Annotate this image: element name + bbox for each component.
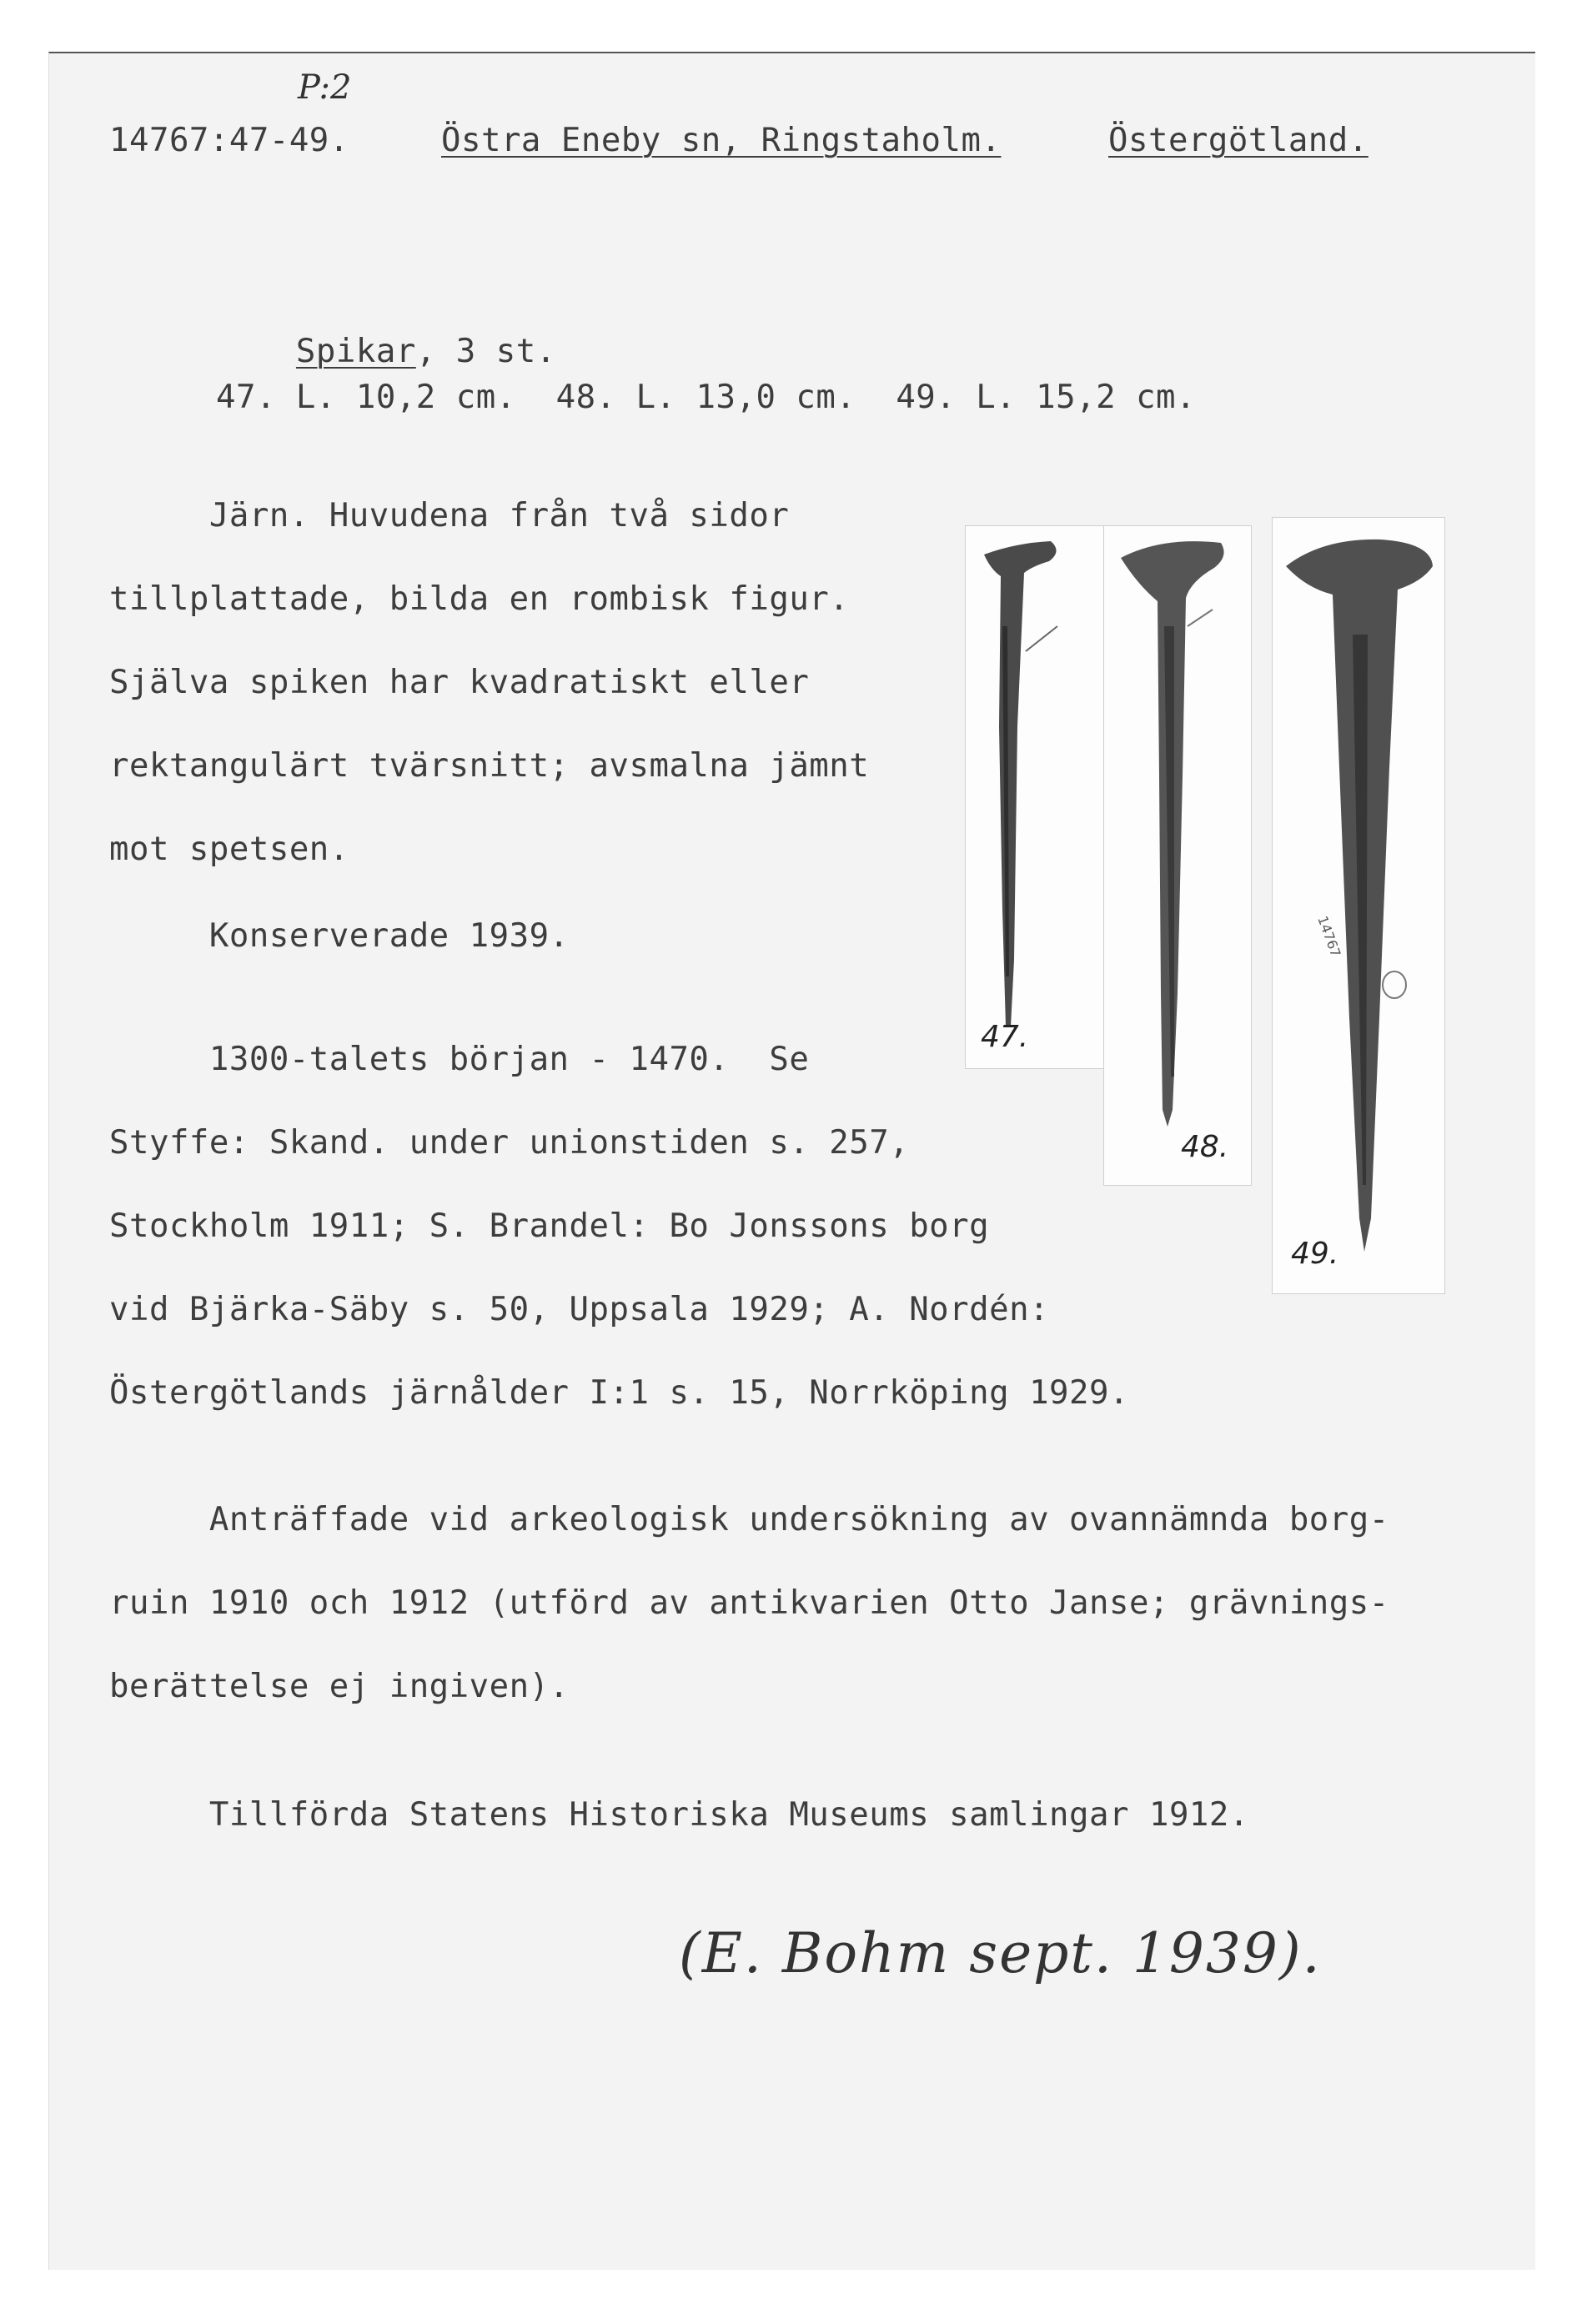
nail-photo-49 [1272,517,1445,1294]
handwritten-signature: (E. Bohm sept. 1939). [679,1921,1322,1985]
description-line: tillplattade, bilda en rombisk figur. [109,580,850,618]
nail-photo-48 [1103,525,1252,1186]
find-line: Anträffade vid arkeologisk undersökning av ovannämnda borg- [109,1501,1389,1538]
description-line: Stockholm 1911; S. Brandel: Bo Jonssons borg [109,1207,990,1245]
accession-note: Tillförda Statens Historiska Museums samlingar 1912. [109,1796,1249,1834]
nail-image-48 [1104,526,1251,1185]
photo-label-49: 49. [1291,1237,1339,1271]
description-line: rektangulärt tvärsnitt; avsmalna jämnt [109,747,870,785]
description-line: vid Bjärka-Säby s. 50, Uppsala 1929; A. Nordén: [109,1291,1050,1328]
description-line: Konserverade 1939. [109,917,570,955]
description-line: Styffe: Skand. under unionstiden s. 257, [109,1124,910,1162]
find-line: berättelse ej ingiven). [109,1668,570,1705]
catalog-card [48,52,1535,2270]
catalog-number: 14767:47-49. [109,122,349,159]
nail-photo-47 [965,525,1105,1069]
shelf-mark: P:2 [298,68,352,107]
find-line: ruin 1910 och 1912 (utförd av antikvarien Otto Janse; grävnings- [109,1584,1389,1622]
nail-image-47 [966,526,1104,1068]
province: Östergötland. [1108,122,1369,159]
object-count: , 3 st. [415,333,556,370]
find-place: Östra Eneby sn, Ringstaholm. [441,122,1002,159]
photo-label-47: 47. [981,1020,1029,1054]
description-line: Järn. Huvudena från två sidor [109,497,790,535]
description-line: mot spetsen. [109,831,349,868]
photo-stamp: 14767 [1314,913,1344,960]
description-line: 1300-talets början - 1470. Se [109,1041,810,1078]
measurements: 47. L. 10,2 cm. 48. L. 13,0 cm. 49. L. 15,2 cm. [216,379,1197,416]
description-line: Själva spiken har kvadratiskt eller [109,664,810,701]
photo-label-48: 48. [1181,1130,1229,1164]
nail-image-49 [1273,518,1444,1293]
object-name: Spikar [295,333,416,370]
description-line: Östergötlands järnålder I:1 s. 15, Norrköping 1929. [109,1374,1129,1412]
